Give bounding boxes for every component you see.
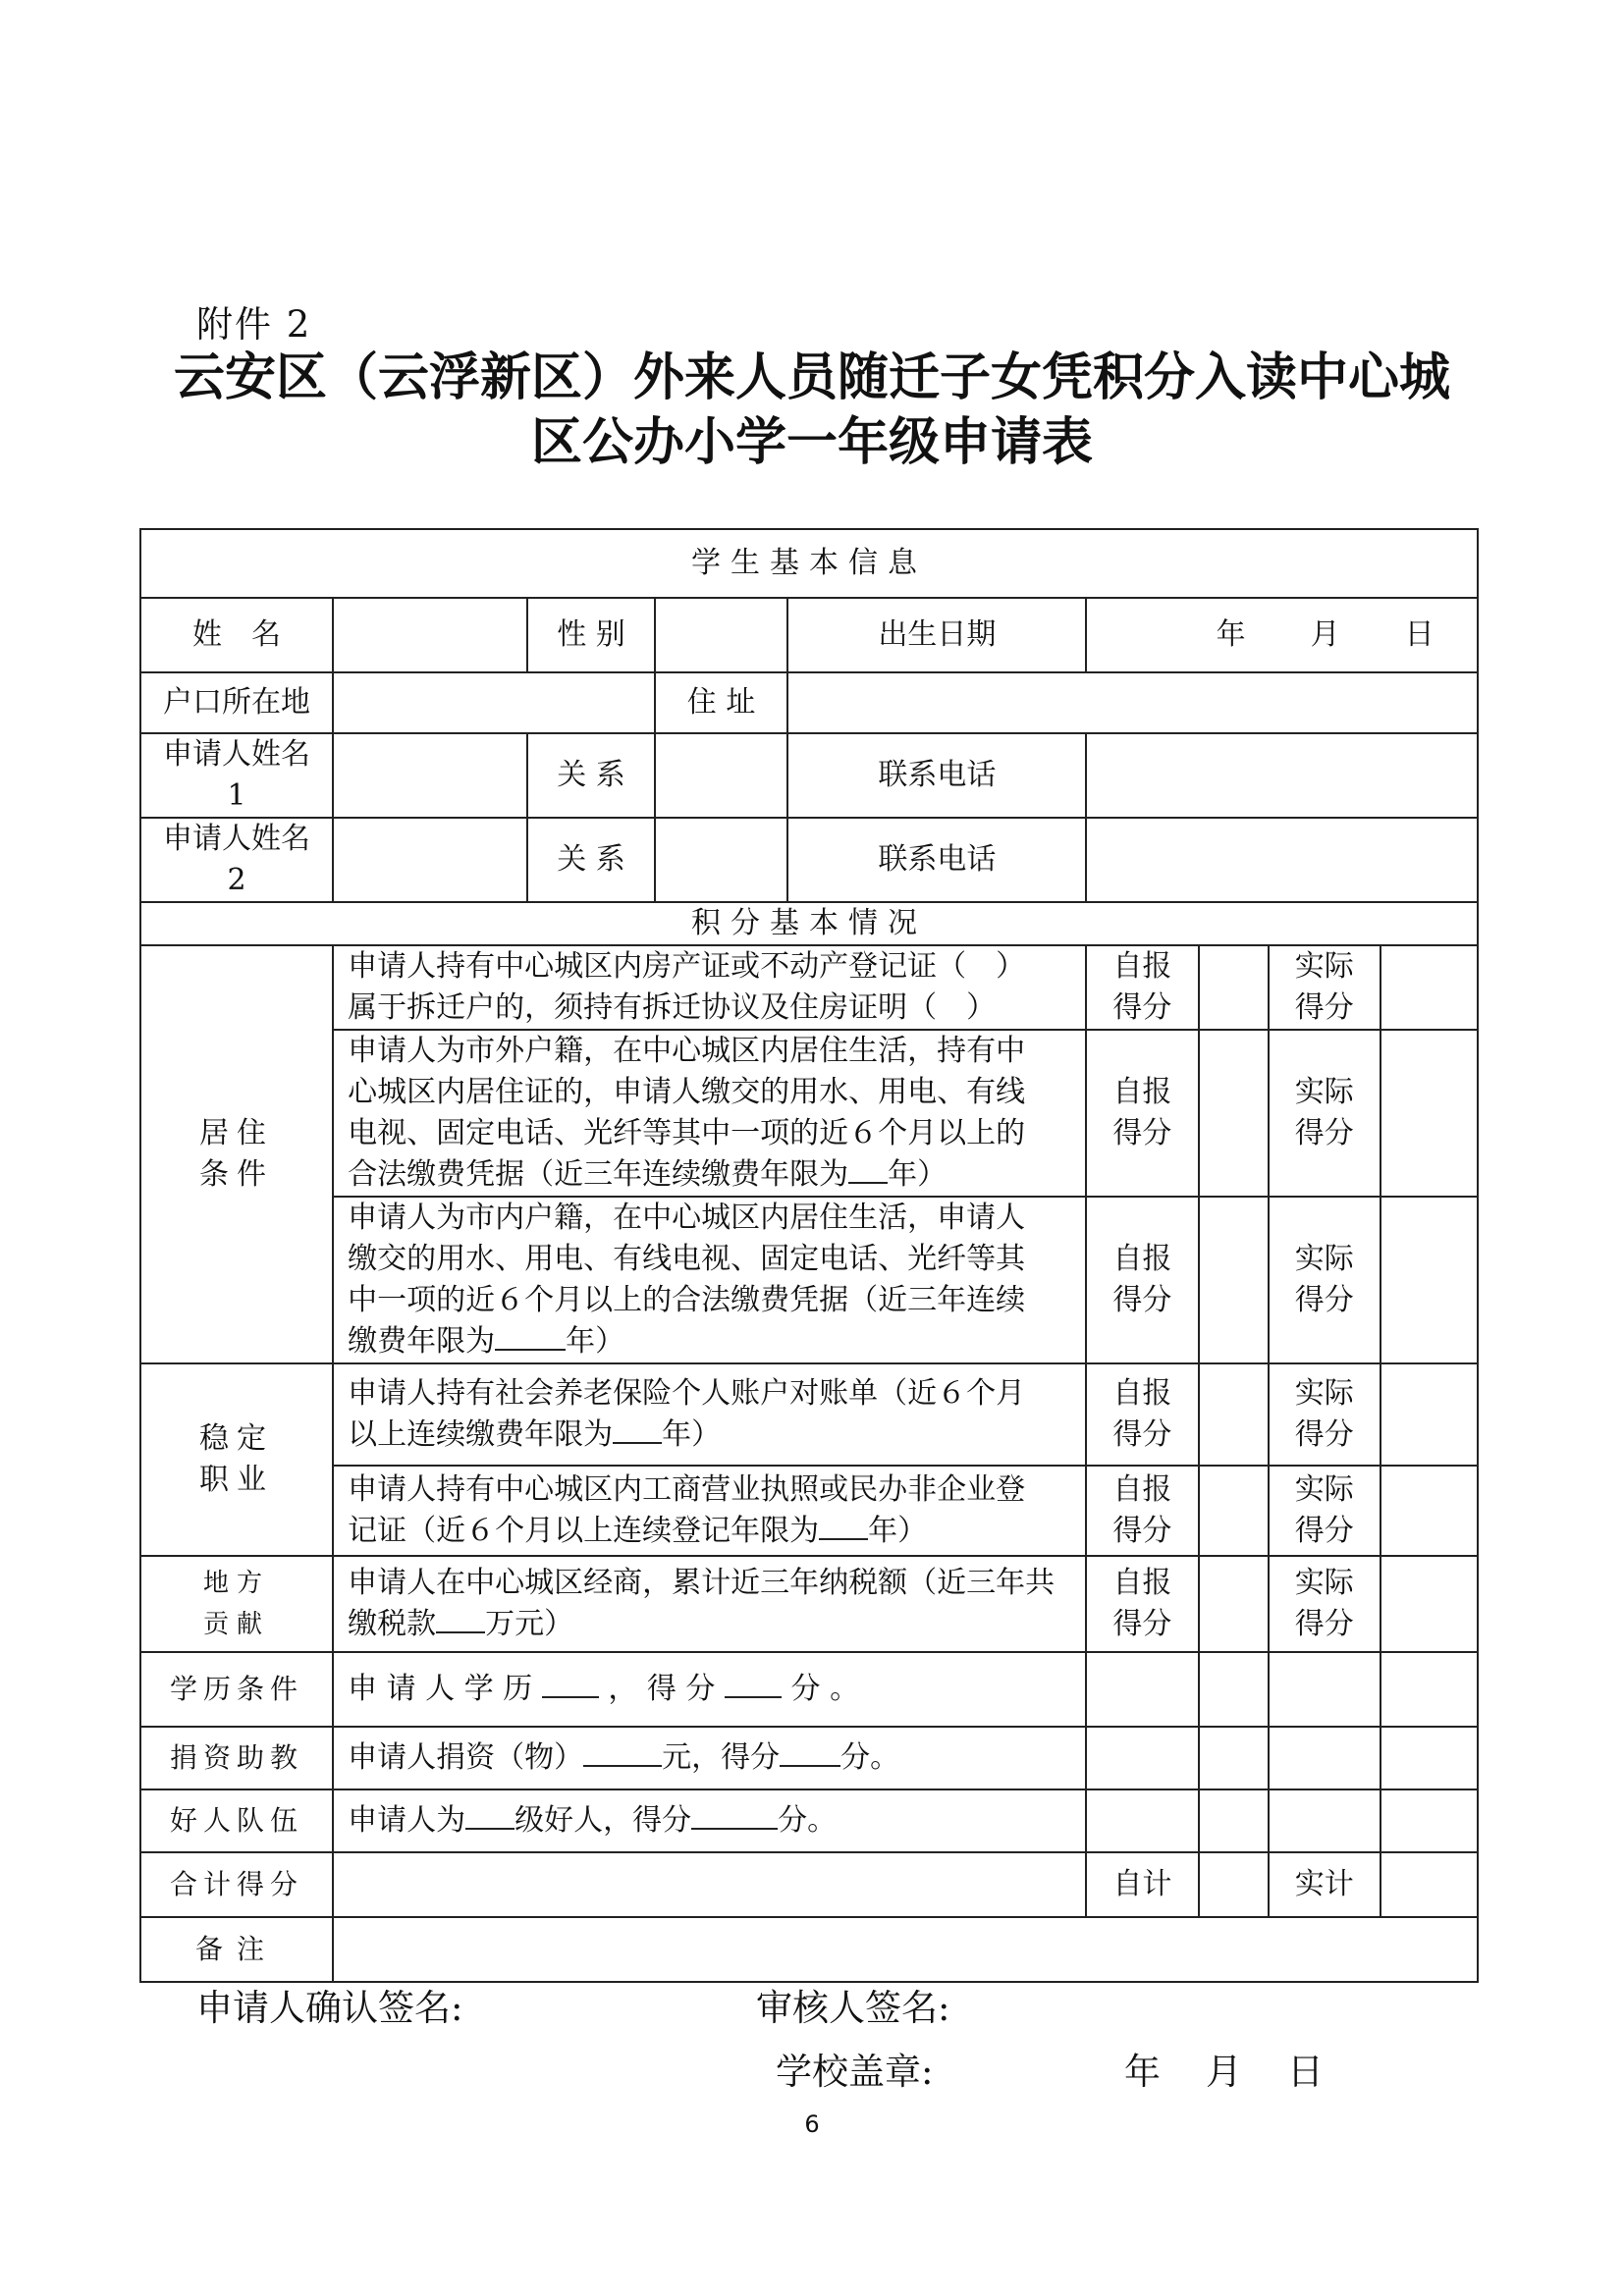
level-blank[interactable] (465, 1802, 514, 1830)
actual-score-label: 实际 得分 (1269, 1556, 1380, 1652)
actual-score-label: 实际 得分 (1269, 1466, 1380, 1556)
phone1-field[interactable] (1086, 733, 1478, 818)
actual-score-field[interactable] (1380, 1466, 1478, 1556)
page-number: 6 (804, 2110, 820, 2138)
actual-score-label: 实际 得分 (1269, 945, 1380, 1030)
relation2-label: 关 系 (527, 818, 654, 902)
applicant1-label: 申请人姓名1 (140, 733, 333, 818)
total-blank (333, 1852, 1086, 1917)
actual-score-label: 实际 得分 (1269, 1030, 1380, 1197)
actual-score-label: 实际 得分 (1269, 1363, 1380, 1466)
actual-score-field[interactable] (1380, 1789, 1478, 1852)
phone2-field[interactable] (1086, 818, 1478, 902)
remarks-label: 备注 (140, 1917, 333, 1982)
gender-field[interactable] (655, 598, 788, 672)
actual-score-field[interactable] (1380, 1030, 1478, 1197)
applicant1-name-field[interactable] (333, 733, 527, 818)
contribution-category: 地方 贡献 (140, 1556, 333, 1652)
self-score-field[interactable] (1199, 1727, 1269, 1789)
donation-item: 申请人捐资（物） 元，得分 分。 (333, 1727, 1086, 1789)
education-blank[interactable] (542, 1671, 599, 1698)
education-category: 学历条件 (140, 1652, 333, 1727)
self-score-field[interactable] (1086, 1789, 1198, 1852)
self-total-label: 自计 (1086, 1852, 1198, 1917)
self-score-label: 自报 得分 (1086, 1197, 1198, 1363)
self-score-label: 自报 得分 (1086, 945, 1198, 1030)
hukou-field[interactable] (333, 672, 655, 733)
applicant-signature-label: 申请人确认签名: (196, 1987, 463, 2029)
name-field[interactable] (333, 598, 527, 672)
actual-score-field[interactable] (1380, 1727, 1478, 1789)
self-score-field[interactable] (1199, 945, 1269, 1030)
actual-score-label: 实际 得分 (1269, 1197, 1380, 1363)
relation1-label: 关 系 (527, 733, 654, 818)
dob-label: 出生日期 (787, 598, 1086, 672)
actual-score-field[interactable] (1380, 1363, 1478, 1466)
self-score-field[interactable] (1199, 1652, 1269, 1727)
self-score-field[interactable] (1199, 1030, 1269, 1197)
gender-label: 性 别 (527, 598, 654, 672)
relation1-field[interactable] (655, 733, 788, 818)
school-seal-label: 学校盖章: (776, 2051, 934, 2093)
total-category: 合计得分 (140, 1852, 333, 1917)
self-score-field[interactable] (1086, 1652, 1198, 1727)
actual-score-field[interactable] (1269, 1789, 1380, 1852)
good-person-item: 申请人为 级好人，得分 分。 (333, 1789, 1086, 1852)
dob-field[interactable]: 年 月 日 (1086, 598, 1478, 672)
name-label: 姓 名 (140, 598, 333, 672)
actual-score-field[interactable] (1380, 1652, 1478, 1727)
phone2-label: 联系电话 (787, 818, 1086, 902)
actual-score-field[interactable] (1380, 945, 1478, 1030)
actual-score-field[interactable] (1380, 1197, 1478, 1363)
self-total-field[interactable] (1199, 1852, 1269, 1917)
good-person-category: 好人队伍 (140, 1789, 333, 1852)
years-blank[interactable] (848, 1156, 888, 1184)
address-field[interactable] (787, 672, 1478, 733)
donation-score-blank[interactable] (780, 1739, 840, 1767)
good-person-score-blank[interactable] (691, 1802, 778, 1830)
education-item: 申 请 人 学 历 ， 得 分 分 。 (333, 1652, 1086, 1727)
applicant2-name-field[interactable] (333, 818, 527, 902)
housing-item-1: 申请人持有中心城区内房产证或不动产登记证（ ） 属于拆迁户的，须持有拆迁协议及住房证明（ ） (333, 945, 1086, 1030)
remarks-field[interactable] (333, 1917, 1478, 1982)
self-score-field[interactable] (1199, 1363, 1269, 1466)
education-score-blank[interactable] (725, 1671, 782, 1698)
student-info-header: 学生基本信息 (140, 529, 1478, 598)
points-info-header: 积分基本情况 (140, 902, 1478, 945)
self-score-label: 自报 得分 (1086, 1030, 1198, 1197)
actual-score-field[interactable] (1380, 1556, 1478, 1652)
years-blank[interactable] (819, 1513, 868, 1540)
employment-category: 稳定 职业 (140, 1363, 333, 1556)
actual-score-field[interactable] (1269, 1652, 1380, 1727)
employment-item-1: 申请人持有社会养老保险个人账户对账单（近６个月 以上连续缴费年限为 年） (333, 1363, 1086, 1466)
phone1-label: 联系电话 (787, 733, 1086, 818)
actual-total-field[interactable] (1380, 1852, 1478, 1917)
attachment-label: 附件 2 (196, 303, 312, 346)
years-blank[interactable] (613, 1416, 662, 1444)
employment-item-2: 申请人持有中心城区内工商营业执照或民办非企业登 记证（近６个月以上连续登记年限为 年） (333, 1466, 1086, 1556)
address-label: 住 址 (655, 672, 788, 733)
self-score-label: 自报 得分 (1086, 1466, 1198, 1556)
actual-score-field[interactable] (1269, 1727, 1380, 1789)
housing-category: 居住 条件 (140, 945, 333, 1363)
self-score-field[interactable] (1199, 1789, 1269, 1852)
tax-amount-blank[interactable] (436, 1606, 485, 1633)
years-blank[interactable] (495, 1323, 566, 1351)
hukou-label: 户口所在地 (140, 672, 333, 733)
housing-item-2: 申请人为市外户籍，在中心城区内居住生活，持有中 心城区内居住证的，申请人缴交的用水、用电、有线 电视、固定电话、光纤等其中一项的近６个月以上的 合法缴费凭据（近三年连续缴费年限为 年） (333, 1030, 1086, 1197)
self-score-label: 自报 得分 (1086, 1556, 1198, 1652)
self-score-field[interactable] (1199, 1197, 1269, 1363)
reviewer-signature-label: 审核人签名: (756, 1987, 950, 2029)
donation-blank[interactable] (583, 1739, 662, 1767)
applicant2-label: 申请人姓名2 (140, 818, 333, 902)
actual-total-label: 实计 (1269, 1852, 1380, 1917)
self-score-field[interactable] (1199, 1556, 1269, 1652)
contribution-item: 申请人在中心城区经商，累计近三年纳税额（近三年共 缴税款 万元） (333, 1556, 1086, 1652)
title-line-2: 区公办小学一年级申请表 (530, 413, 1093, 472)
donation-category: 捐资助教 (140, 1727, 333, 1789)
relation2-field[interactable] (655, 818, 788, 902)
self-score-field[interactable] (1086, 1727, 1198, 1789)
signature-date: 年月日 (1124, 2051, 1369, 2093)
housing-item-3: 申请人为市内户籍，在中心城区内居住生活，申请人 缴交的用水、用电、有线电视、固定电话、光纤等其 中一项的近６个月以上的合法缴费凭据（近三年连续 缴费年限为 年） (333, 1197, 1086, 1363)
page-title (147, 346, 1477, 475)
title-line-1: 云安区（云浮新区）外来人员随迁子女凭积分入读中心城 (173, 348, 1450, 407)
self-score-field[interactable] (1199, 1466, 1269, 1556)
application-form-table (139, 528, 1479, 1983)
self-score-label: 自报 得分 (1086, 1363, 1198, 1466)
